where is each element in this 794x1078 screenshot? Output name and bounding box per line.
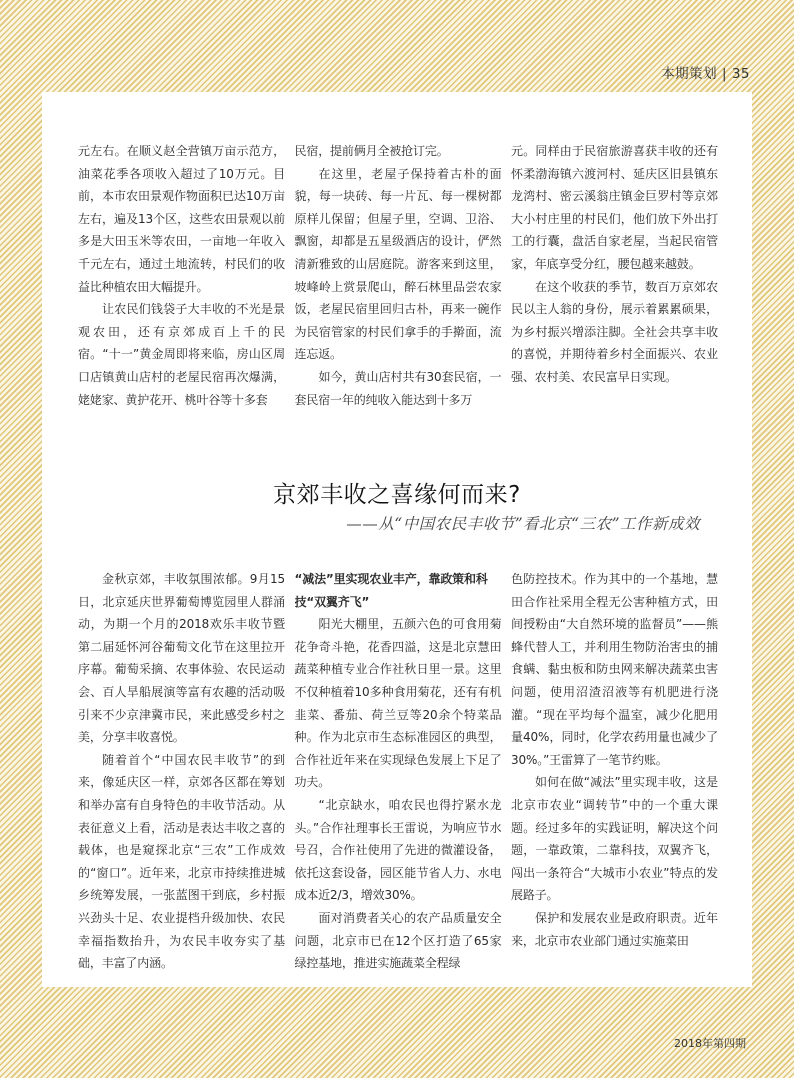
page-header: 本期策划 | 35 bbox=[661, 66, 750, 82]
top-column-3 bbox=[511, 140, 718, 418]
top-column-1 bbox=[78, 140, 285, 418]
body-paragraph: 元。同样由于民宿旅游喜获丰收的还有怀柔渤海镇六渡河村、延庆区旧县镇东龙湾村、密云溪翁庄镇金巨罗村等京郊大小村庄里的村民们，他们放下外出打工的行囊，盘活自家老屋，当起民宿管家，年底享受分红，腰包越来越鼓。 bbox=[511, 144, 718, 271]
body-paragraph: 让农民们钱袋子大丰收的不光是景观农田，还有京郊成百上千的民宿。“十一”黄金周即将来临，房山区周口店镇黄山店村的老屋民宿再次爆满，姥姥家、黄护花开、桃叶谷等十多套 bbox=[78, 302, 285, 407]
body-paragraph: 如今，黄山店村共有30套民宿，一套民宿一年的纯收入能达到十多万 bbox=[294, 369, 502, 407]
top-column-2 bbox=[295, 140, 502, 418]
body-paragraph: 阳光大棚里，五颜六色的可食用菊花争奇斗艳，花香四溢，这是北京慧田蔬菜种植专业合作社秋日里一景。这里不仅种植着10多种食用菊花，还有有机韭菜、番茄、荷兰豆等20余个特菜品种。作为北京市生态标准园区的典型，合作社近年来在实现绿色发展上下足了功夫。 bbox=[294, 617, 502, 790]
body-paragraph: 色防控技术。作为其中的一个基地，慧田合作社采用全程无公害种植方式，田间授粉由“大自然环境的监督员”——熊蜂代替人工，并利用生物防治害虫的捕食螨、黏虫板和防虫网来解决蔬菜虫害问题，使用沼渣沼液等有机肥进行浇灌。“现在平均每个温室，减少化肥用量40%，同时，化学农药用量也减少了30%。”王雷算了一笔节约账。 bbox=[511, 572, 718, 767]
article-subtitle: ——从“中国农民丰收节”看北京“三农”工作新成效 bbox=[346, 515, 700, 533]
bottom-column-2 bbox=[295, 568, 502, 978]
body-paragraph: 如何在做“减法”里实现丰收，这是北京市农业“调转节”中的一个重大课题。经过多年的实践证明，解决这个问题，一靠政策，二靠科技，双翼齐飞，闯出一条符合“大城市小农业”特点的发展路子。 bbox=[511, 775, 718, 903]
body-paragraph: 保护和发展农业是政府职责。近年来，北京市农业部门通过实施菜田 bbox=[511, 910, 718, 948]
article-title: 京郊丰收之喜缘何而来? bbox=[273, 482, 521, 508]
bottom-column-3 bbox=[511, 568, 718, 978]
body-paragraph: 在这里，老屋子保持着古朴的面貌，每一块砖、每一片瓦、每一棵树都原样儿保留；但屋子里，空调、卫浴、飘窗，却都是五星级酒店的设计，俨然清新雅致的山居庭院。游客来到这里，坡峰岭上赏景爬山，醉石林里品尝农家饭，老屋民宿里回归古朴，再来一碗作为民宿管家的村民们拿手的手擀面，流连忘返。 bbox=[294, 166, 502, 362]
top-text-columns bbox=[78, 140, 718, 418]
body-paragraph: 随着首个“中国农民丰收节”的到来，像延庆区一样，京郊各区都在筹划和举办富有自身特色的丰收节活动。从表征意义上看，活动是表达丰收之喜的载体，也是窥探北京“三农”工作成效的“窗口”。近年来，北京市持续推进城乡统筹发展，一张蓝图干到底，乡村振兴劲头十足、农业提档升级加快、农民幸福指数抬升，为农民丰收夯实了基础，丰富了内涵。 bbox=[78, 752, 285, 971]
body-paragraph: 金秋京郊，丰收氛围浓郁。9月15日，北京延庆世界葡萄博览园里人群涌动，为期一个月的2018欢乐丰收节暨第二届延怀河谷葡萄文化节在这里拉开序幕。葡萄采摘、农事体验、农民运动会、百人旱船展演等富有农趣的活动吸引来不少京津冀市民，来此感受乡村之美，分享丰收喜悦。 bbox=[78, 572, 285, 745]
body-paragraph: 元左右。在顺义赵全营镇万亩示范方，油菜花季各项收入超过了10万元。目前，本市农田景观作物面积已达10万亩左右，遍及13个区，这些农田景观以前多是大田玉米等农田，一亩地一年收入千元左右，通过土地流转，村民们的收益比种植农田大幅提升。 bbox=[78, 144, 285, 294]
body-paragraph: 在这个收获的季节，数百万京郊农民以主人翁的身份，展示着累累硕果，为乡村振兴增添注脚。全社会共享丰收的喜悦，并期待着乡村全面振兴、农业强、农村美、农民富早日实现。 bbox=[511, 279, 718, 384]
section-subheading: “减法”里实现农业丰产，靠政策和科技“双翼齐飞” bbox=[294, 572, 488, 609]
page-footer: 2018年第四期 bbox=[674, 1037, 746, 1050]
body-paragraph: 民宿，提前俩月全被抢订完。 bbox=[294, 144, 449, 158]
bottom-text-columns bbox=[78, 568, 718, 978]
bottom-column-1 bbox=[78, 568, 285, 978]
body-paragraph: 面对消费者关心的农产品质量安全问题，北京市已在12个区打造了65家绿控基地，推进实施蔬菜全程绿 bbox=[294, 910, 502, 971]
body-paragraph: “北京缺水，咱农民也得拧紧水龙头。”合作社理事长王雷说，为响应节水号召，合作社使用了先进的微灌设备，依托这套设备，园区能节省人力、水电成本近2/3，增效30%。 bbox=[294, 797, 502, 903]
